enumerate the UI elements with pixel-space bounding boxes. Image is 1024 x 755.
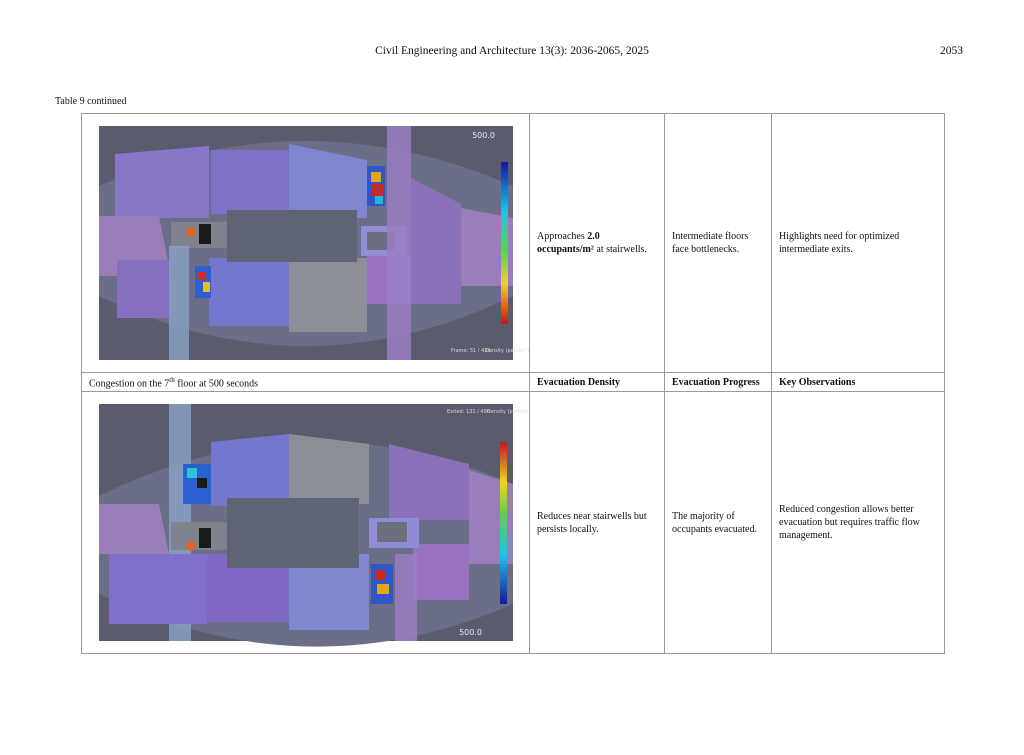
density-text-pre: Approaches — [537, 231, 588, 242]
table-header-row — [82, 373, 945, 392]
page-number: 2053 — [940, 45, 963, 57]
progress-cell: The majority of occupants evacuated. — [665, 392, 772, 654]
running-head: Civil Engineering and Architecture 13(3): 2036-2065, 2025 — [375, 45, 649, 57]
density-value: 2.0 occupants/m² — [537, 231, 600, 255]
figure-title-cell — [82, 373, 530, 392]
header-evacuation-density: Evacuation Density — [530, 373, 665, 392]
figure-title-sup: th — [169, 375, 175, 384]
header-key-observations: Key Observations — [772, 373, 945, 392]
figure-header-left: Exited: 131 / 496 — [446, 409, 490, 415]
simulation-figure-cell — [82, 114, 530, 373]
results-table — [81, 113, 945, 654]
figure-header-right: Density (pers/m²) — [486, 409, 531, 415]
figure-corner-label: 500.0 — [471, 131, 495, 140]
density-text-post: at stairwells. — [593, 244, 647, 255]
table-row — [82, 114, 945, 373]
density-cell — [530, 114, 665, 373]
observations-cell: Highlights need for optimized intermediate exits. — [772, 114, 945, 373]
progress-cell: Intermediate floors face bottlenecks. — [665, 114, 772, 373]
figure-footer-right: Density (pers/m²) — [484, 348, 529, 354]
simulation-figure-cell — [82, 392, 530, 654]
density-cell: Reduces near stairwells but persists locally. — [530, 392, 665, 654]
figure-footer-left: Frame: 51 / 436 — [450, 348, 491, 354]
density-map-figure-bottom — [99, 404, 531, 641]
figure-title-post: floor at 500 seconds — [174, 378, 259, 390]
density-map-figure-top — [99, 126, 529, 360]
observations-cell: Reduced congestion allows better evacuation but requires traffic flow management. — [772, 392, 945, 654]
table-row — [82, 392, 945, 654]
figure-corner-label: 500.0 — [458, 628, 482, 637]
table-caption: Table 9 continued — [55, 96, 127, 107]
header-evacuation-progress: Evacuation Progress — [665, 373, 772, 392]
figure-title-pre: Congestion on the 7 — [89, 378, 170, 390]
